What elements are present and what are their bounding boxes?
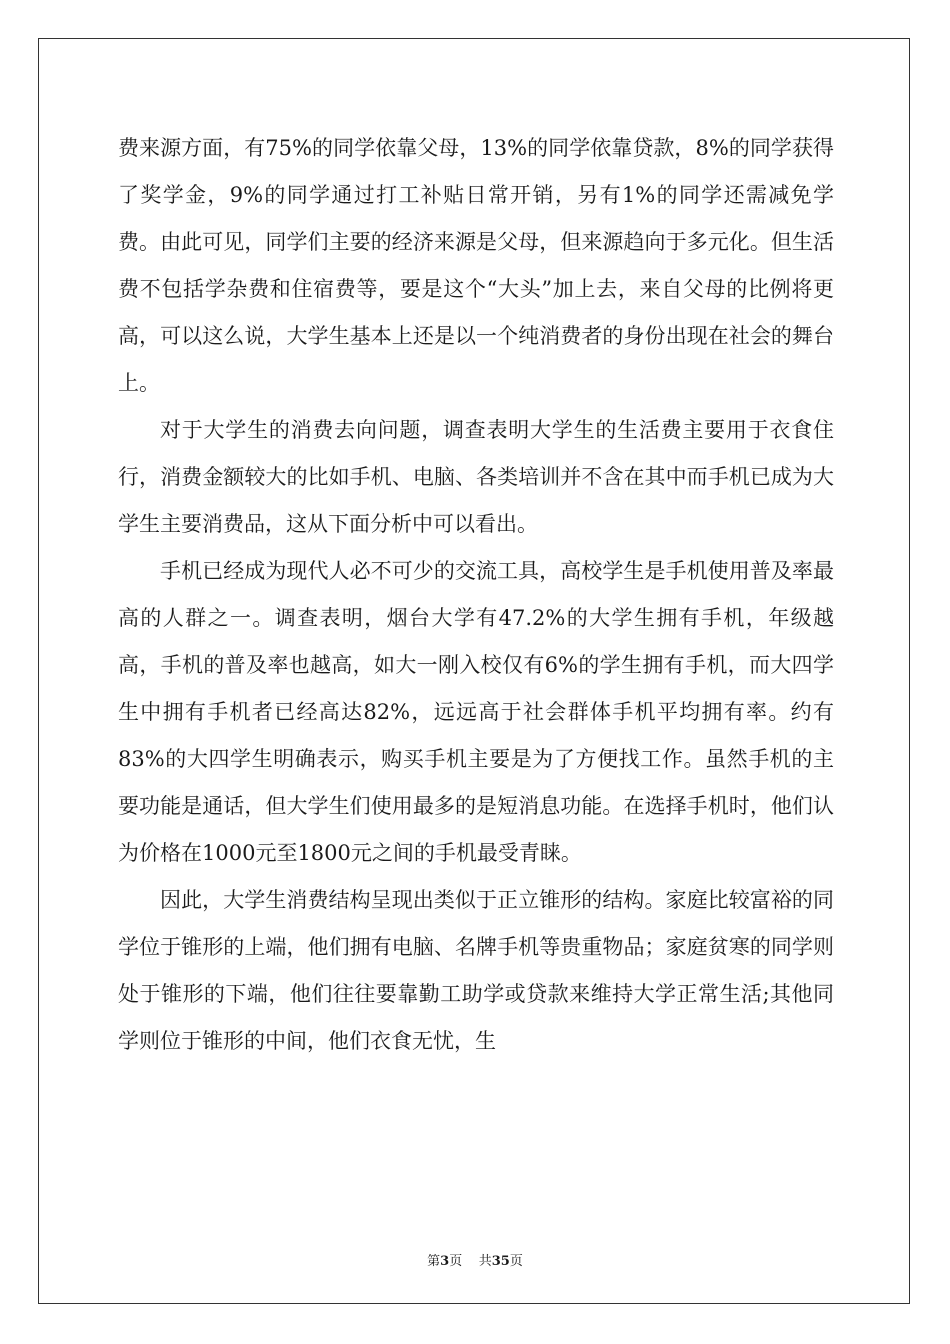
total-pages-prefix: 共 — [478, 1254, 492, 1269]
page-footer — [0, 1250, 950, 1269]
document-body — [118, 125, 834, 1065]
page-number: 3 — [440, 1254, 450, 1269]
page-number-prefix: 第 — [427, 1254, 441, 1269]
paragraph-4: 因此，大学生消费结构呈现出类似于正立锥形的结构。家庭比较富裕的同学位于锥形的上端，他们拥有电脑、名牌手机等贵重物品；家庭贫寒的同学则处于锥形的下端，他们往往要靠勤工助学或贷款来维持大学正常生活;其他同学则位于锥形的中间，他们衣食无忧，生 — [118, 888, 834, 1053]
paragraph-2: 对于大学生的消费去向问题，调查表明大学生的生活费主要用于衣食住行，消费金额较大的比如手机、电脑、各类培训并不含在其中而手机已成为大学生主要消费品，这从下面分析中可以看出。 — [118, 418, 834, 536]
page-number-suffix: 页 — [449, 1254, 463, 1269]
total-pages-suffix: 页 — [509, 1254, 523, 1269]
paragraph-1: 费来源方面，有75%的同学依靠父母，13%的同学依靠贷款，8%的同学获得了奖学金，9%的同学通过打工补贴日常开销，另有1%的同学还需减免学费。由此可见，同学们主要的经济来源是父母，但来源趋向于多元化。但生活费不包括学杂费和住宿费等，要是这个“大头”加上去，来自父母的比例将更高，可以这么说，大学生基本上还是以一个纯消费者的身份出现在社会的舞台上。 — [118, 136, 834, 395]
total-pages: 35 — [491, 1254, 510, 1269]
paragraph-3: 手机已经成为现代人必不可少的交流工具，高校学生是手机使用普及率最高的人群之一。调查表明，烟台大学有47.2%的大学生拥有手机，年级越高，手机的普及率也越高，如大一刚入校仅有6%的学生拥有手机，而大四学生中拥有手机者已经高达82%，远远高于社会群体手机平均拥有率。约有83%的大四学生明确表示，购买手机主要是为了方便找工作。虽然手机的主要功能是通话，但大学生们使用最多的是短消息功能。在选择手机时，他们认为价格在1000元至1800元之间的手机最受青睐。 — [118, 559, 834, 865]
